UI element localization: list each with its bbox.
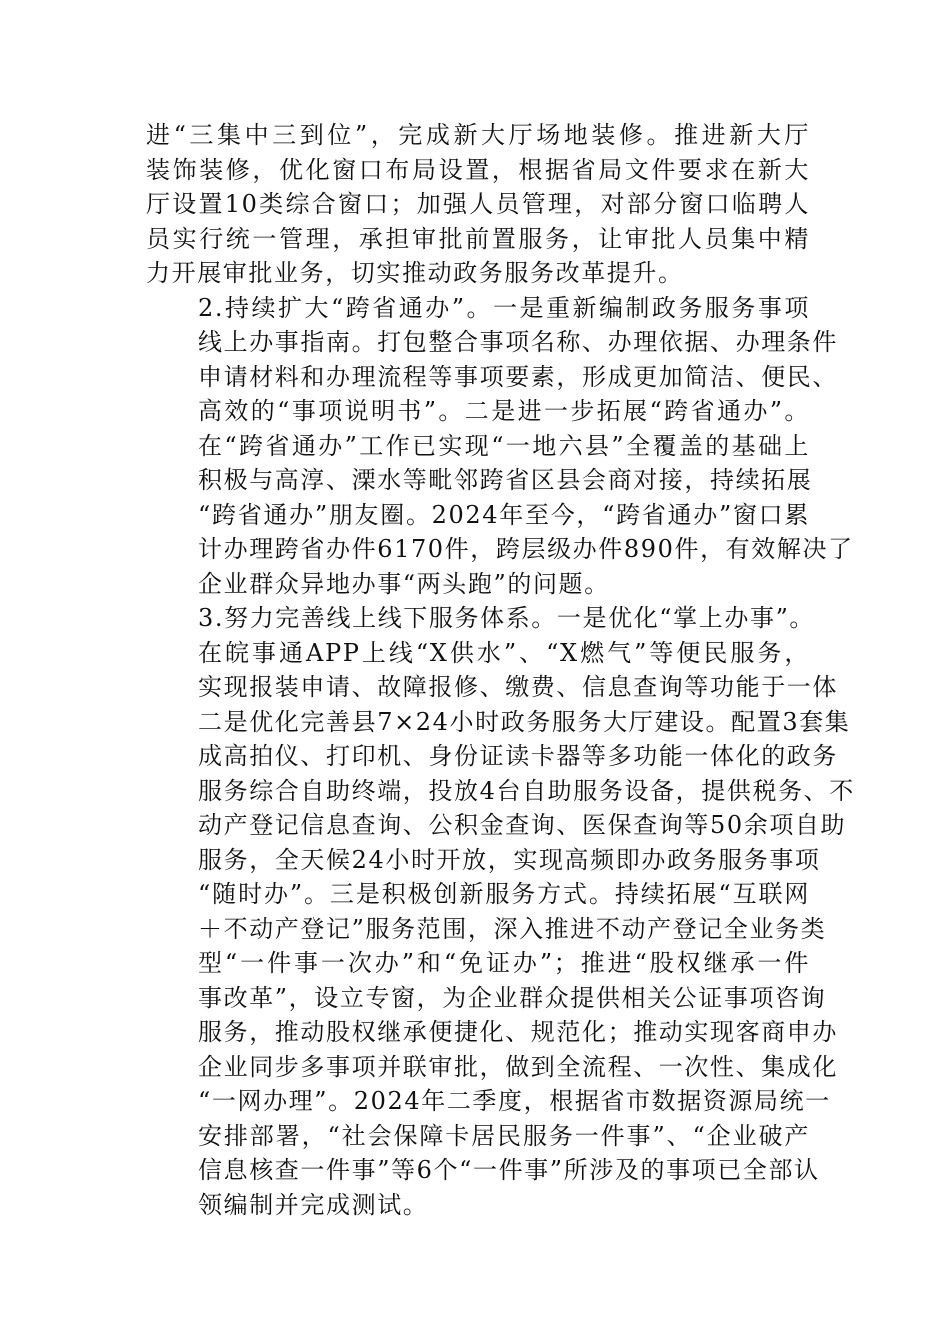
- text-line: 实现报装申请、故障报修、缴费、信息查询等功能于一体: [198, 673, 838, 701]
- text-line: 厅设置10类综合窗口；加强人员管理，对部分窗口临聘人: [146, 190, 810, 218]
- text-line: 安排部署，“社会保障卡居民服务一件事”、“企业破产: [198, 1121, 810, 1150]
- text-line: 型“一件事一次办”和“免证办”；推进“股权继承一件: [198, 949, 810, 977]
- text-line: “跨省通办”朋友圈。2024年至今，“跨省通办”窗口累: [198, 500, 810, 529]
- text-line: 服务，全天候24小时开放，实现高频即办政务服务事项: [198, 845, 821, 874]
- text-line: 高效的“事项说明书”。二是进一步拓展“跨省通办”。: [198, 397, 810, 425]
- text-line: 力开展审批业务，切实推动政务服务改革提升。: [146, 259, 684, 287]
- text-line: 事改革”，设立专窗，为企业群众提供相关公证事项咨询: [198, 983, 827, 1012]
- paragraph-2: [146, 291, 854, 602]
- text-line: 企业群众异地办事“两头跑”的问题。: [198, 569, 610, 598]
- text-line: 服务，推动股权继承便捷化、规范化；推动实现客商申办: [198, 1018, 838, 1046]
- text-line: 领编制并完成测试。: [198, 1190, 429, 1219]
- paragraph-3: [146, 601, 855, 1222]
- text-line: 在皖事通APP上线“X供水”、“X燃气”等便民服务，: [198, 638, 810, 667]
- text-line: 积极与高淳、溧水等毗邻跨省区县会商对接，持续拓展: [198, 466, 813, 494]
- text-line: 线上办事指南。打包整合事项名称、办理依据、办理条件: [198, 328, 838, 356]
- text-line: 服务综合自助终端，投放4台自助服务设备，提供税务、不: [198, 776, 855, 805]
- text-line: 计办理跨省办件6170件，跨层级办件890件，有效解决了: [198, 535, 854, 563]
- document-page: [146, 118, 855, 1222]
- text-line: 员实行统一管理，承担审批前置服务，让审批人员集中精: [146, 224, 810, 253]
- text-line: 2.持续扩大“跨省通办”。一是重新编制政务服务事项: [198, 293, 810, 322]
- text-line: “随时办”。三是积极创新服务方式。持续拓展“互联网: [198, 880, 810, 908]
- text-line: 3.努力完善线上线下服务体系。一是优化“掌上办事”。: [198, 604, 816, 632]
- text-line: 二是优化完善县7×24小时政务服务大厅建设。配置3套集: [198, 707, 851, 736]
- paragraph-1: [146, 118, 810, 291]
- text-line: 动产登记信息查询、公积金查询、医保查询等50余项自助: [198, 811, 847, 839]
- text-line: 进“三集中三到位”，完成新大厅场地装修。推进新大厅: [146, 121, 810, 149]
- text-line: 信息核查一件事”等6个“一件事”所涉及的事项已全部认: [198, 1156, 820, 1184]
- text-line: ＋不动产登记”服务范围，深入推进不动产登记全业务类: [198, 914, 827, 943]
- text-line: 申请材料和办理流程等事项要素，形成更加简洁、便民、: [198, 362, 838, 391]
- text-line: 企业同步多事项并联审批，做到全流程、一次性、集成化: [198, 1052, 838, 1081]
- text-line: 在“跨省通办”工作已实现“一地六县”全覆盖的基础上: [198, 431, 810, 460]
- text-line: “一网办理”。2024年二季度，根据省市数据资源局统一: [198, 1087, 831, 1115]
- text-line: 成高拍仪、打印机、身份证读卡器等多功能一体化的政务: [198, 742, 838, 770]
- text-line: 装饰装修，优化窗口布局设置，根据省局文件要求在新大: [146, 155, 810, 184]
